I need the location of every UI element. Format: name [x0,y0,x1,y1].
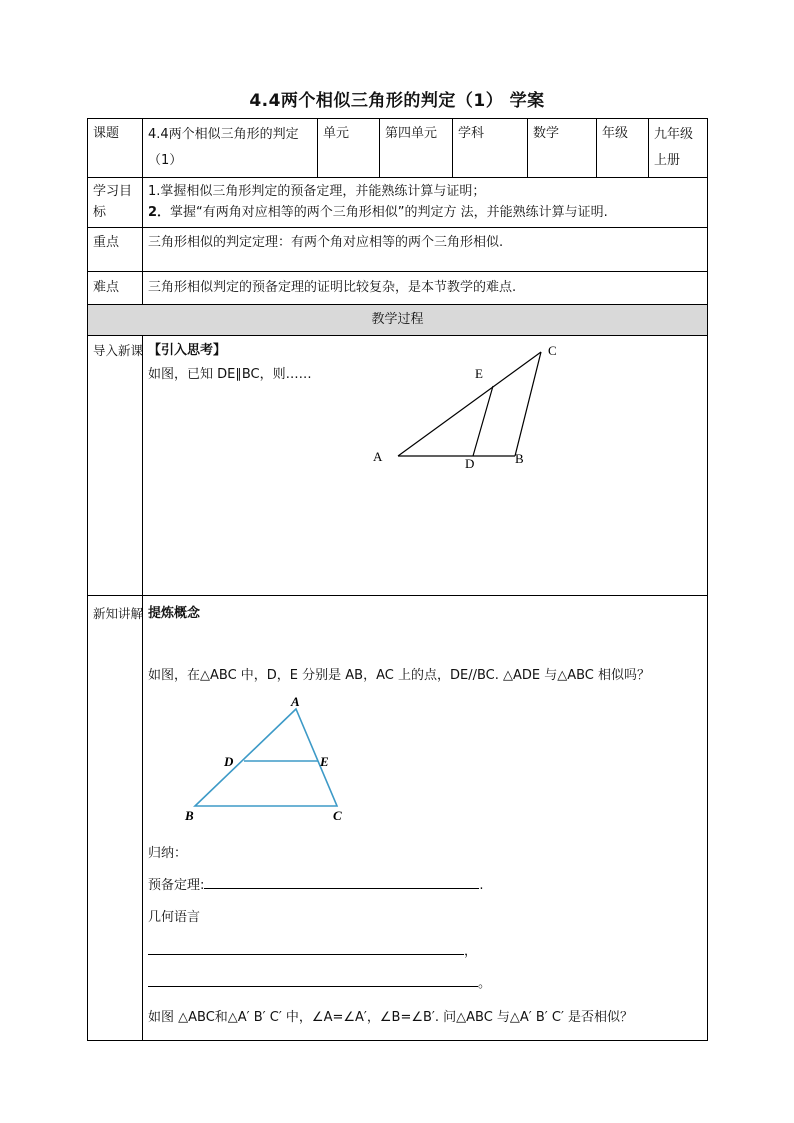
label-C: C [548,343,557,358]
objectives-label: 学习目标 [88,178,143,228]
new-knowledge-label: 新知讲解 [88,596,143,1041]
theorem-line [148,874,702,898]
grade-value: 九年级上册 [649,119,708,178]
topic-value: 4.4两个相似三角形的判定（1） [143,119,318,178]
subject-value: 数学 [528,119,597,178]
summary-label: 归纳： [148,846,188,861]
segment-DE [473,386,493,456]
new-knowledge-question: 如图，在△ABC 中，D，E 分别是 AB，AC 上的点，DE//BC. △ADE 与△ABC 相似吗？ [148,668,651,683]
subject-label: 学科 [453,119,528,178]
page-title: 4.4两个相似三角形的判定（1） 学案 [249,91,545,111]
key-point-label: 重点 [88,228,143,272]
geo-line-1 [148,940,702,964]
intro-label: 导入新课 [88,336,143,596]
objective-1: 1.掌握相似三角形判定的预备定理，并能熟练计算与证明； [148,184,486,199]
process-header: 教学过程 [88,305,708,336]
theorem-blank[interactable] [204,874,479,889]
geo-blank-1[interactable] [148,940,464,955]
geo-line-1-comma: ， [464,944,478,959]
label-C-2: C [333,808,342,823]
objectives-content [143,178,708,228]
segment-AC [398,352,541,456]
key-point-text: 三角形相似的判定定理：有两个角对应相等的两个三角形相似. [143,228,708,272]
objective-2-number: 2． [148,205,171,220]
label-D: D [465,456,475,471]
label-B-2: B [185,808,194,823]
label-A: A [373,449,383,464]
intro-figure [365,340,565,475]
new-knowledge-question-2: 如图 △ABC和△A′ B′ C′ 中，∠A=∠A′，∠B=∠B′. 问△ABC 与△A′ B′ C′ 是否相似？ [148,1010,634,1025]
geo-language-label: 几何语言 [148,910,201,925]
grade-label: 年级 [597,119,649,178]
intro-heading: 【引入思考】 [148,343,227,358]
unit-label: 单元 [318,119,380,178]
label-B: B [515,451,524,466]
intro-text: 如图，已知 DE∥BC，则…… [148,367,312,382]
new-knowledge-heading: 提炼概念 [148,606,201,621]
objective-2-text: 掌握“有两角对应相等的两个三角形相似”的判定方 法，并能熟练计算与证明. [170,205,608,220]
label-A-2: A [291,695,300,709]
objective-2 [148,202,702,223]
unit-value: 第四单元 [380,119,453,178]
label-E: E [475,366,483,381]
new-knowledge-figure [180,695,355,825]
difficulty-label: 难点 [88,272,143,305]
label-D-2: D [224,754,234,769]
topic-label: 课题 [88,119,143,178]
difficulty-text: 三角形相似判定的预备定理的证明比较复杂，是本节教学的难点. [143,272,708,305]
theorem-end: . [479,878,484,893]
geo-line-2 [148,972,702,996]
label-E-2: E [320,754,329,769]
lesson-table [87,118,708,1041]
theorem-label: 预备定理: [148,878,205,893]
geo-line-2-period: 。 [478,976,492,991]
triangle-ABC [195,709,337,806]
geo-blank-2[interactable] [148,972,478,987]
